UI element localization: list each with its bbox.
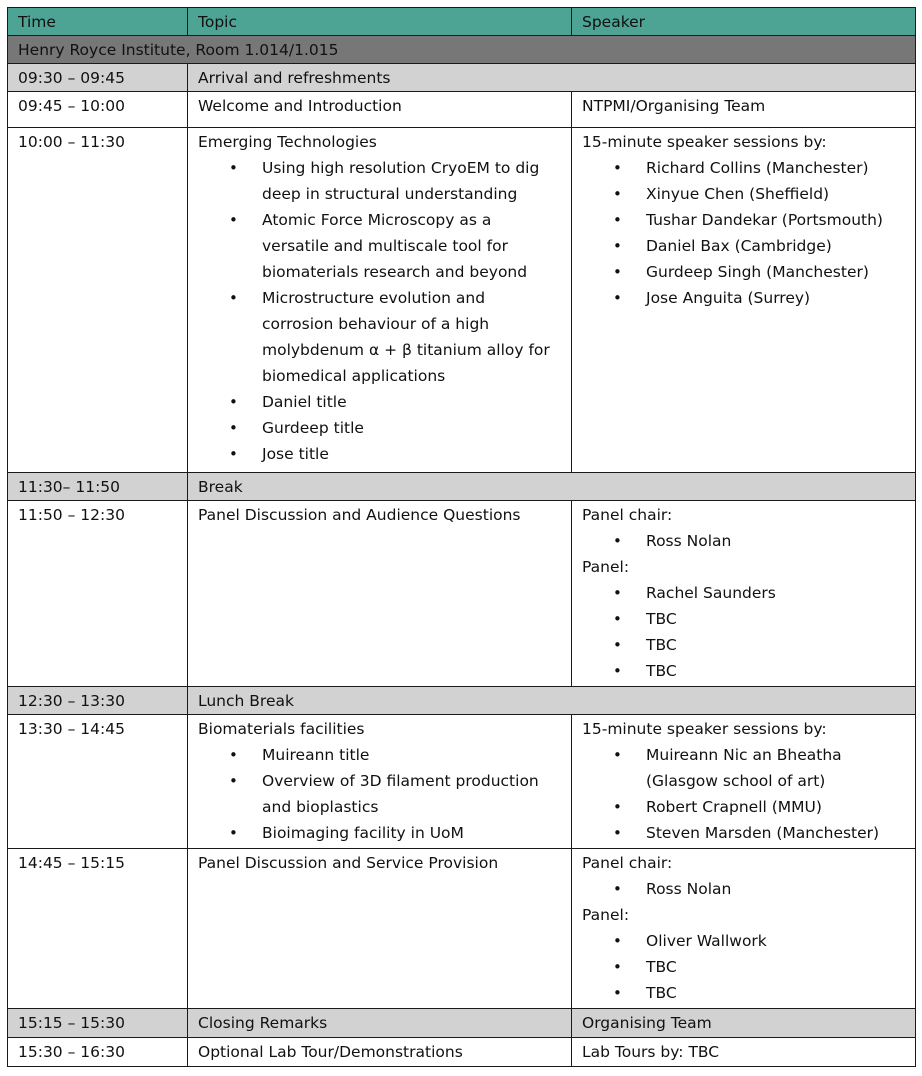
list-item: • Microstructure evolution and corrosion behaviour of a high molybdenum α + β titanium alloy for biomedical applications (262, 285, 561, 389)
list-item: • Jose Anguita (Surrey) (646, 285, 905, 311)
list-item: • Gurdeep Singh (Manchester) (646, 259, 905, 285)
list-item: • Ross Nolan (646, 528, 905, 554)
speaker-bullet-list (582, 742, 905, 846)
list-item: • Atomic Force Microscopy as a versatile and multiscale tool for biomaterials research and beyond (262, 207, 561, 285)
panel-list (582, 928, 905, 1006)
list-item: • TBC (646, 980, 905, 1006)
row-time: 10:00 – 11:30 (8, 128, 188, 473)
agenda-row (8, 1009, 916, 1038)
list-item: • TBC (646, 632, 905, 658)
agenda-row (8, 128, 916, 473)
row-topic-cell (188, 715, 572, 849)
list-item: • Steven Marsden (Manchester) (646, 820, 905, 846)
row-topic: Optional Lab Tour/Demonstrations (188, 1038, 572, 1067)
header-row (8, 8, 916, 36)
row-time: 13:30 – 14:45 (8, 715, 188, 849)
row-topic: Panel Discussion and Audience Questions (188, 501, 572, 687)
topic-bullet-list (198, 742, 561, 846)
list-item: • TBC (646, 606, 905, 632)
panel-chair-label: Panel chair: (582, 506, 673, 524)
speaker-intro: 15-minute speaker sessions by: (582, 720, 827, 738)
list-item: • Xinyue Chen (Sheffield) (646, 181, 905, 207)
row-time: 09:45 – 10:00 (8, 92, 188, 128)
row-topic: Break (188, 473, 916, 501)
list-item: • Muireann Nic an Bheatha (Glasgow school of art) (646, 742, 905, 794)
row-speaker-cell (572, 849, 916, 1009)
list-item: • Using high resolution CryoEM to dig deep in structural understanding (262, 155, 561, 207)
speaker-intro: 15-minute speaker sessions by: (582, 133, 827, 151)
row-topic: Panel Discussion and Service Provision (188, 849, 572, 1009)
list-item: • Gurdeep title (262, 415, 561, 441)
list-item: • Daniel title (262, 389, 561, 415)
agenda-row (8, 92, 916, 128)
list-item: • Jose title (262, 441, 561, 467)
row-topic: Closing Remarks (188, 1009, 572, 1038)
list-item: • Overview of 3D filament production and bioplastics (262, 768, 561, 820)
row-speaker: NTPMI/Organising Team (572, 92, 916, 128)
row-topic: Lunch Break (188, 687, 916, 715)
panel-label: Panel: (582, 906, 630, 924)
list-item: • Muireann title (262, 742, 561, 768)
row-topic: Welcome and Introduction (188, 92, 572, 128)
row-speaker-cell (572, 501, 916, 687)
list-item: • Robert Crapnell (MMU) (646, 794, 905, 820)
list-item: • TBC (646, 658, 905, 684)
list-item: • Oliver Wallwork (646, 928, 905, 954)
agenda-table (7, 7, 916, 1067)
agenda-row (8, 1038, 916, 1067)
row-speaker: Organising Team (572, 1009, 916, 1038)
list-item: • Ross Nolan (646, 876, 905, 902)
row-speaker-cell (572, 128, 916, 473)
agenda-row (8, 687, 916, 715)
agenda-row (8, 501, 916, 687)
venue-label: Henry Royce Institute, Room 1.014/1.015 (8, 36, 916, 64)
list-item: • Rachel Saunders (646, 580, 905, 606)
header-speaker: Speaker (572, 8, 916, 36)
panel-chair-label: Panel chair: (582, 854, 673, 872)
row-time: 12:30 – 13:30 (8, 687, 188, 715)
speaker-bullet-list (582, 155, 905, 311)
chair-list (582, 528, 905, 554)
panel-label: Panel: (582, 558, 630, 576)
panel-list (582, 580, 905, 684)
header-topic: Topic (188, 8, 572, 36)
row-time: 15:15 – 15:30 (8, 1009, 188, 1038)
row-time: 11:50 – 12:30 (8, 501, 188, 687)
chair-list (582, 876, 905, 902)
list-item: • Bioimaging facility in UoM (262, 820, 561, 846)
list-item: • Richard Collins (Manchester) (646, 155, 905, 181)
row-speaker-cell (572, 715, 916, 849)
row-topic: Arrival and refreshments (188, 64, 916, 92)
row-time: 15:30 – 16:30 (8, 1038, 188, 1067)
row-topic: Emerging Technologies (198, 133, 377, 151)
venue-row (8, 36, 916, 64)
list-item: • Tushar Dandekar (Portsmouth) (646, 207, 905, 233)
row-topic: Biomaterials facilities (198, 720, 365, 738)
agenda-row (8, 64, 916, 92)
list-item: • TBC (646, 954, 905, 980)
row-time: 11:30– 11:50 (8, 473, 188, 501)
agenda-row (8, 715, 916, 849)
row-time: 14:45 – 15:15 (8, 849, 188, 1009)
row-time: 09:30 – 09:45 (8, 64, 188, 92)
header-time: Time (8, 8, 188, 36)
row-speaker: Lab Tours by: TBC (572, 1038, 916, 1067)
agenda-row (8, 849, 916, 1009)
agenda-row (8, 473, 916, 501)
row-topic-cell (188, 128, 572, 473)
list-item: • Daniel Bax (Cambridge) (646, 233, 905, 259)
topic-bullet-list (198, 155, 561, 467)
